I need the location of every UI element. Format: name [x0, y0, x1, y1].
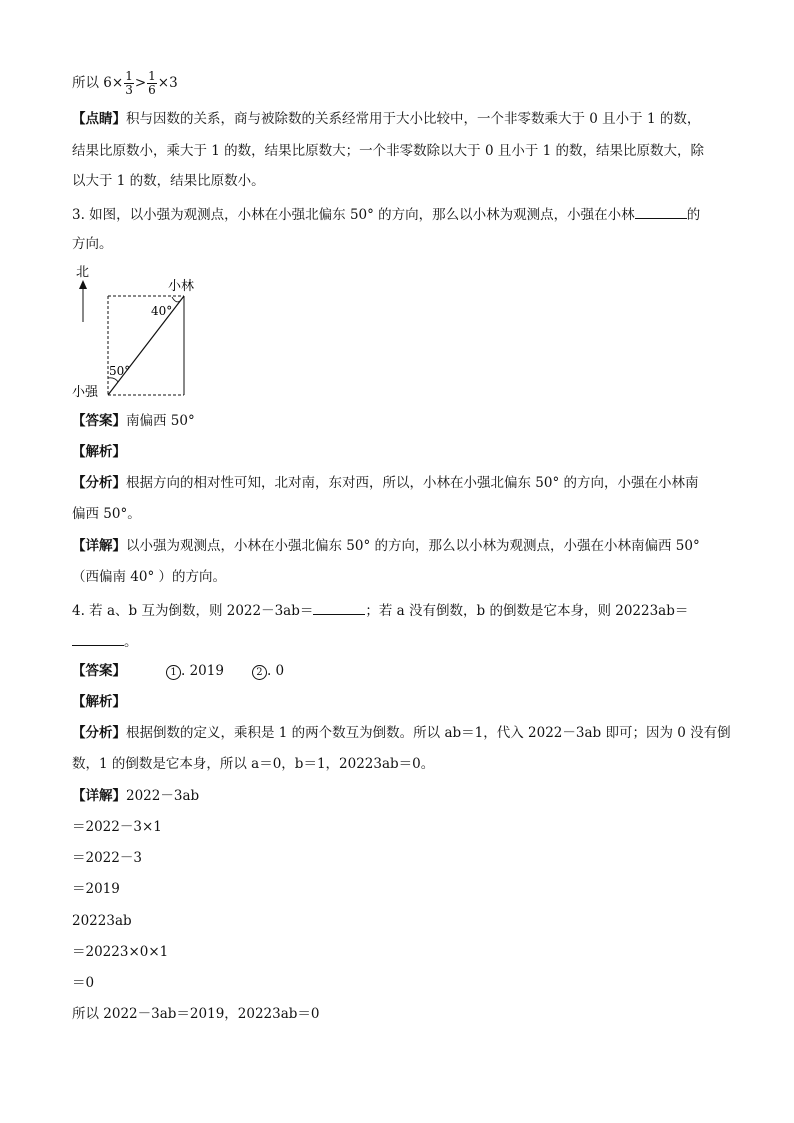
- final-statement: [72, 1005, 320, 1023]
- analysis-heading: 【解析】: [72, 444, 126, 460]
- question-3-answer: [72, 412, 195, 430]
- step-3: [72, 880, 120, 898]
- answer-blank: [635, 204, 687, 219]
- circled-number-1: 1: [166, 665, 181, 680]
- question-3-text-c: 方向。: [72, 236, 113, 252]
- connecting-line: [108, 296, 184, 395]
- final-statement-text: 所以 2022－3ab＝2019，20223ab＝0: [72, 1006, 320, 1022]
- answer-blank-1: [313, 600, 365, 615]
- xiangjie-tag-2: 【详解】: [72, 788, 126, 804]
- question-3-line-1: [72, 204, 700, 224]
- question-4-text-a: 4. 若 a、b 互为倒数，则 2022－3ab＝: [72, 603, 314, 619]
- question-3-answer-text: 南偏西 50°: [126, 413, 195, 429]
- question-4-text-c: 。: [124, 634, 138, 650]
- conclusion-line: [72, 70, 178, 97]
- fenxi-tag-2: 【分析】: [72, 725, 126, 741]
- angle-arc-top: [172, 297, 180, 302]
- angle-label-50: 50°: [109, 364, 131, 378]
- direction-diagram: [68, 260, 208, 400]
- answer-blank-2: [72, 631, 124, 646]
- question-4-fenxi-text-1: 根据倒数的定义，乘积是 1 的两个数互为倒数。所以 ab＝1，代入 2022－3ab 即可；因为 0 没有倒: [126, 725, 731, 741]
- question-4-line-1: [72, 600, 688, 620]
- fraction-one-third: $\frac{1}{3}$: [125, 69, 133, 97]
- fraction-one-sixth: $\frac{1}{6}$: [148, 69, 156, 97]
- answer-value-1: . 2019: [181, 663, 224, 679]
- step-4-text: 20223ab: [72, 913, 132, 929]
- tip-text-3: 以大于 1 的数，结果比原数小。: [72, 173, 265, 189]
- tip-tag: 【点睛】: [72, 111, 126, 127]
- step-3-text: ＝2019: [72, 881, 120, 897]
- question-4-answer: [72, 662, 284, 680]
- answer-tag: 【答案】: [72, 413, 126, 429]
- question-3-line-2: [72, 235, 113, 253]
- question-4-fenxi-text-2: 数，1 的倒数是它本身，所以 a＝0，b＝1，20223ab＝0。: [72, 756, 435, 772]
- answer-tag-2: 【答案】: [72, 663, 126, 679]
- step-2: [72, 849, 142, 867]
- xiaolin-label: 小林: [168, 279, 195, 294]
- angle-arc-bottom: [108, 378, 118, 382]
- north-label: 北: [76, 265, 90, 280]
- angle-label-40: 40°: [151, 304, 173, 318]
- step-5: [72, 943, 168, 961]
- circled-number-2: 2: [252, 665, 267, 680]
- question-4-xiangjie: [72, 787, 199, 805]
- conclusion-text-a: 所以 6×: [72, 75, 124, 91]
- question-4-text-b: ；若 a 没有倒数，b 的倒数是它本身，则 20223ab＝: [365, 603, 689, 619]
- question-3-fenxi-2: [72, 505, 141, 523]
- step-6: [72, 974, 94, 992]
- question-3-jiexi: [72, 443, 126, 461]
- question-4-fenxi-1: [72, 724, 731, 742]
- question-3-text: 3. 如图，以小强为观测点，小林在小强北偏东 50° 的方向，那么以小林为观测点，小强在小林: [72, 207, 635, 223]
- greater-sign: >: [134, 75, 147, 91]
- tip-line-2: [72, 142, 704, 160]
- xiangjie-tag: 【详解】: [72, 538, 126, 554]
- north-arrowhead: [79, 280, 87, 289]
- tip-line-3: [72, 172, 265, 190]
- fenxi-tag: 【分析】: [72, 475, 126, 491]
- fenxi-text-1: 根据方向的相对性可知，北对南，东对西，所以，小林在小强北偏东 50° 的方向，小强在小林南: [126, 475, 699, 491]
- step-5-text: ＝20223×0×1: [72, 944, 169, 960]
- question-4-fenxi-2: [72, 755, 434, 773]
- question-4-xiangjie-text: 2022－3ab: [126, 788, 200, 804]
- step-6-text: ＝0: [72, 975, 95, 991]
- xiangjie-text-1: 以小强为观测点，小林在小强北偏东 50° 的方向，那么以小林为观测点，小强在小林南偏西 50°: [126, 538, 700, 554]
- step-4: [72, 912, 132, 930]
- question-3-xiangjie-2: [72, 568, 226, 586]
- xiaoqiang-label: 小强: [72, 385, 99, 400]
- conclusion-text-c: ×3: [157, 75, 178, 91]
- question-3-fenxi-1: [72, 474, 699, 492]
- question-4-line-2: [72, 631, 138, 651]
- question-3-xiangjie-1: [72, 537, 700, 555]
- analysis-heading-2: 【解析】: [72, 694, 126, 710]
- tip-line-1: [72, 110, 700, 128]
- xiangjie-text-2: （西偏南 40° ）的方向。: [72, 569, 227, 585]
- step-2-text: ＝2022－3: [72, 850, 142, 866]
- tip-text-2: 结果比原数小，乘大于 1 的数，结果比原数大；一个非零数除以大于 0 且小于 1 的数，结果比原数大，除: [72, 143, 705, 159]
- question-3-text-b: 的: [686, 207, 701, 223]
- step-1-text: ＝2022－3×1: [72, 819, 162, 835]
- step-1: [72, 818, 162, 836]
- fenxi-text-2: 偏西 50°。: [72, 506, 141, 522]
- answer-value-2: . 0: [266, 663, 285, 679]
- question-4-jiexi: [72, 693, 126, 711]
- tip-text-1: 积与因数的关系，商与被除数的关系经常用于大小比较中，一个非零数乘大于 0 且小于 1 的数，: [126, 111, 701, 127]
